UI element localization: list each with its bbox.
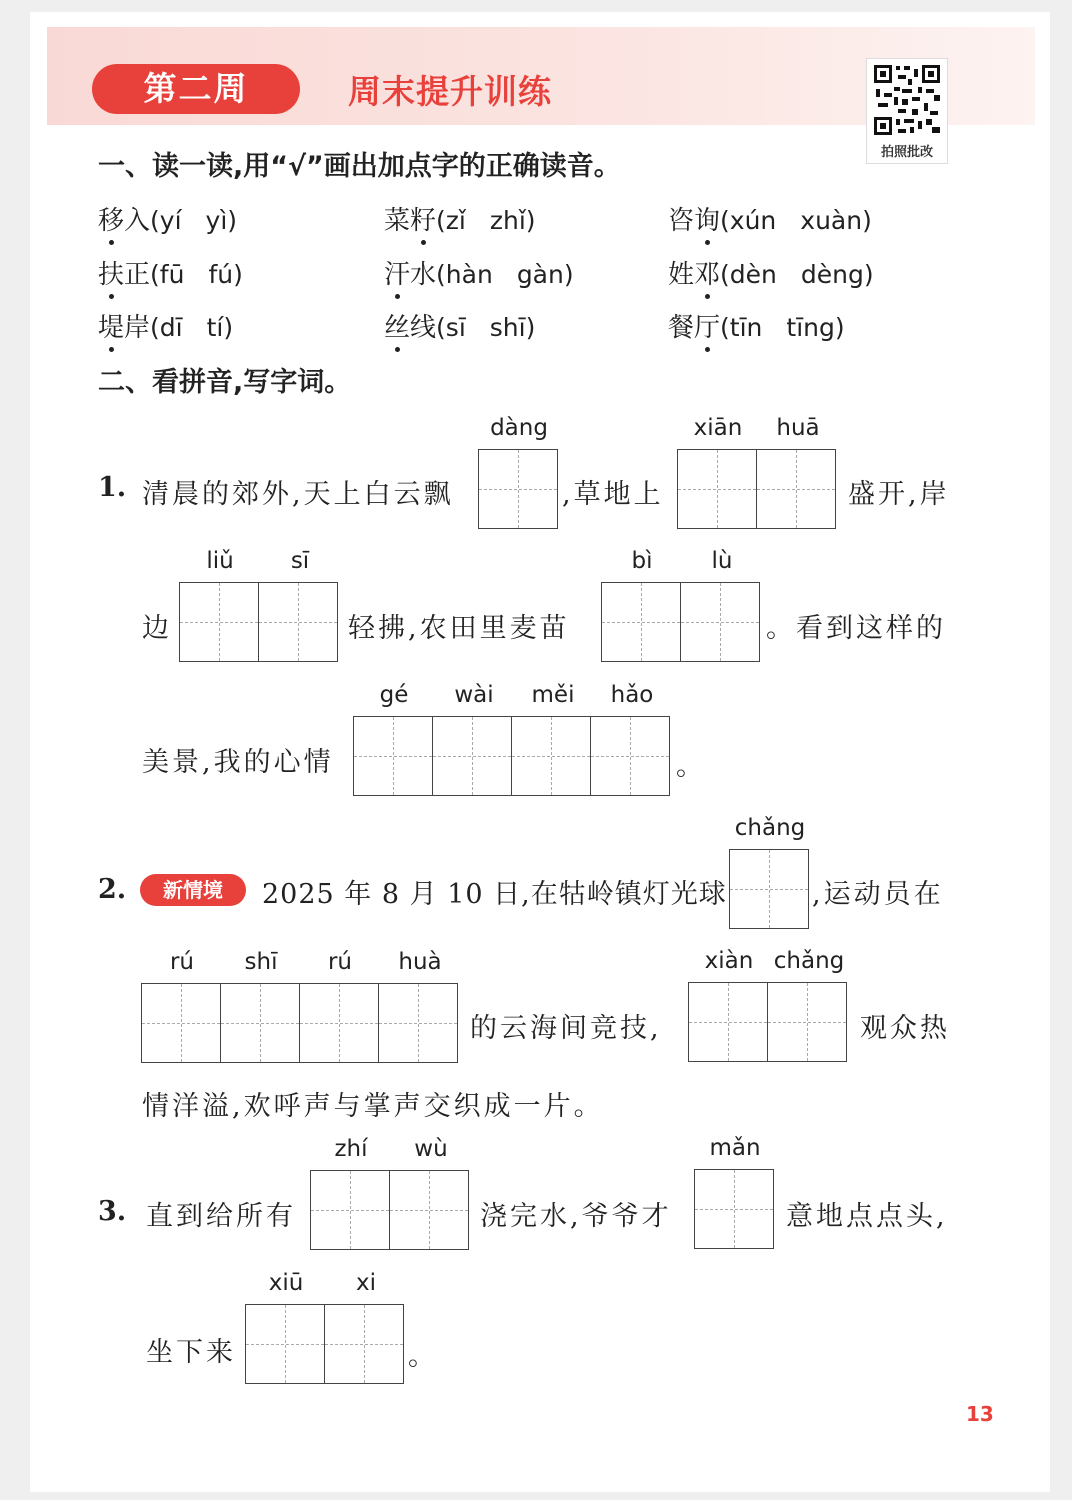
pinyin-label: xiū: [268, 1270, 304, 1296]
q2-text-3: 的云海间竞技,: [470, 1013, 662, 1044]
q3-text-3: 意地点点头,: [786, 1201, 948, 1232]
q3-text-1: 直到给所有: [146, 1201, 296, 1232]
qr-code[interactable]: [866, 58, 948, 164]
word-char: 汗: [384, 260, 411, 290]
writing-grid-xiuxi[interactable]: [245, 1304, 404, 1384]
word-char: 菜: [384, 206, 411, 236]
pinyin-label: lù: [711, 548, 733, 574]
pronunciation-item[interactable]: [668, 200, 872, 237]
q1-text-5: 轻拂,农田里麦苗: [348, 613, 570, 644]
writing-cell[interactable]: [689, 983, 767, 1061]
paren-open: (: [720, 260, 730, 289]
pronunciation-item[interactable]: [98, 254, 243, 291]
pronunciation-item[interactable]: [384, 307, 535, 344]
writing-cell[interactable]: [258, 583, 337, 661]
pinyin-label: liǔ: [206, 548, 234, 574]
q1-text-2: ,草地上: [562, 479, 664, 510]
q3-text-4: 坐下来: [146, 1337, 236, 1368]
pinyin-label: hǎo: [610, 682, 654, 708]
pinyin-label: chǎng: [773, 948, 845, 974]
writing-cell[interactable]: [220, 984, 299, 1062]
pinyin-label: bì: [631, 548, 653, 574]
word-char: 水: [410, 260, 437, 290]
word-char: 丝: [384, 313, 411, 343]
q1-text-7: 美景,我的心情: [142, 747, 334, 778]
writing-grid-gewaimeihao[interactable]: [353, 716, 670, 796]
q3-text-2: 浇完水,爷爷才: [480, 1201, 672, 1232]
q2-text-5: 情洋溢,欢呼声与掌声交织成一片。: [142, 1091, 604, 1122]
qr-code-icon: [872, 63, 942, 137]
word-char: 扶: [98, 260, 125, 290]
pinyin-label: rú: [169, 949, 195, 975]
pinyin-label: xiān: [693, 415, 743, 441]
writing-cell[interactable]: [767, 983, 846, 1061]
writing-cell[interactable]: [602, 583, 680, 661]
section2-heading: 二、看拼音,写字词。: [98, 367, 352, 398]
question-3-number: 3.: [98, 1196, 127, 1227]
writing-cell[interactable]: [678, 450, 756, 528]
pinyin-option[interactable]: tīng: [786, 313, 835, 342]
writing-grid-man[interactable]: [694, 1169, 774, 1249]
q1-text-1: 清晨的郊外,天上白云飘: [142, 479, 454, 510]
writing-grid-bilu[interactable]: [601, 582, 760, 662]
pinyin-option[interactable]: hàn: [445, 260, 493, 289]
pinyin-option[interactable]: xún: [729, 206, 777, 235]
word-char: 厅: [694, 313, 721, 343]
pinyin-option[interactable]: fú: [208, 260, 234, 289]
writing-cell[interactable]: [695, 1170, 773, 1248]
pinyin-label: chǎng: [734, 815, 806, 841]
qr-label: 拍照批改: [880, 145, 933, 160]
writing-cell[interactable]: [299, 984, 378, 1062]
paren-open: (: [436, 260, 446, 289]
page-title: 周末提升训练: [348, 72, 552, 111]
word-char: 询: [694, 206, 721, 236]
writing-cell[interactable]: [730, 850, 808, 928]
new-context-badge: 新情境: [140, 874, 246, 906]
week-label: 第二周: [92, 64, 300, 114]
pronunciation-item[interactable]: [98, 200, 237, 237]
q3-text-5: 。: [408, 1341, 438, 1372]
writing-grid-xianhua[interactable]: [677, 449, 836, 529]
writing-cell[interactable]: [311, 1171, 389, 1249]
pronunciation-item[interactable]: [98, 307, 233, 344]
pinyin-label: huà: [398, 949, 442, 975]
writing-cell[interactable]: [378, 984, 457, 1062]
pinyin-label: wù: [414, 1136, 448, 1162]
writing-grid-zhiwu[interactable]: [310, 1170, 469, 1250]
pinyin-option[interactable]: yí: [159, 206, 182, 235]
writing-cell[interactable]: [246, 1305, 324, 1383]
pinyin-option[interactable]: dī: [159, 313, 183, 342]
pinyin-option[interactable]: zǐ: [445, 206, 466, 235]
q2-text-4: 观众热: [860, 1013, 950, 1044]
word-char: 岸: [124, 313, 151, 343]
pinyin-label: dàng: [490, 415, 548, 441]
pinyin-option[interactable]: xuàn: [800, 206, 863, 235]
word-char: 咨: [668, 206, 695, 236]
pinyin-label: sī: [290, 548, 310, 574]
word-char: 移: [98, 206, 125, 236]
pronunciation-item[interactable]: [384, 200, 536, 237]
question-1-number: 1.: [98, 472, 127, 503]
writing-cell[interactable]: [479, 450, 557, 528]
pinyin-label: rú: [327, 949, 353, 975]
pinyin-option[interactable]: gàn: [516, 260, 564, 289]
paren-close: ): [525, 206, 536, 235]
writing-cell[interactable]: [590, 717, 669, 795]
writing-grid-chang[interactable]: [729, 849, 809, 929]
paren-close: ): [525, 313, 536, 342]
pinyin-label: huā: [776, 415, 820, 441]
writing-cell[interactable]: [680, 583, 759, 661]
paren-close: ): [227, 206, 238, 235]
writing-cell[interactable]: [324, 1305, 403, 1383]
paren-close: ): [233, 260, 243, 289]
pinyin-label: gé: [379, 682, 409, 708]
pinyin-option[interactable]: fū: [159, 260, 185, 289]
writing-cell[interactable]: [432, 717, 511, 795]
paren-close: ): [834, 313, 845, 342]
paren-close: ): [863, 260, 874, 289]
q1-text-8: 。: [676, 751, 706, 782]
pinyin-label: zhí: [334, 1136, 368, 1162]
paren-open: (: [150, 313, 160, 342]
paren-open: (: [150, 260, 160, 289]
pinyin-label: shī: [244, 949, 278, 975]
paren-open: (: [720, 206, 730, 235]
word-char: 入: [124, 206, 151, 236]
pinyin-label: mǎn: [709, 1135, 761, 1161]
pinyin-option[interactable]: sī: [445, 313, 466, 342]
writing-cell[interactable]: [389, 1171, 468, 1249]
pinyin-option[interactable]: tí: [206, 313, 224, 342]
word-char: 线: [410, 313, 437, 343]
paren-close: ): [862, 206, 872, 235]
pinyin-option[interactable]: dèng: [800, 260, 864, 289]
question-2-number: 2.: [98, 874, 127, 905]
writing-grid-liusi[interactable]: [179, 582, 338, 662]
pinyin-label: měi: [531, 682, 575, 708]
pinyin-label: wài: [454, 682, 494, 708]
word-char: 餐: [668, 313, 695, 343]
writing-cell[interactable]: [511, 717, 590, 795]
pronunciation-item[interactable]: [668, 254, 874, 291]
q1-text-3: 盛开,岸: [848, 479, 950, 510]
q2-text-1: 2025 年 8 月 10 日,在牯岭镇灯光球: [262, 879, 727, 910]
q2-text-2: ,运动员在: [812, 879, 944, 910]
pronunciation-item[interactable]: [668, 307, 845, 344]
pinyin-label: xi: [355, 1270, 376, 1296]
pinyin-label: xiàn: [704, 948, 754, 974]
writing-cell[interactable]: [180, 583, 258, 661]
paren-open: (: [436, 313, 446, 342]
section1-heading: 一、读一读,用“√”画出加点字的正确读音。: [98, 151, 621, 182]
paren-close: ): [223, 313, 234, 342]
pinyin-option[interactable]: tīn: [729, 313, 763, 342]
word-char: 正: [124, 260, 151, 290]
paren-open: (: [720, 313, 730, 342]
writing-cell[interactable]: [756, 450, 835, 528]
writing-grid-rushiruhua[interactable]: [141, 983, 458, 1063]
word-char: 邓: [694, 260, 721, 290]
q1-text-4: 边: [142, 613, 172, 644]
writing-grid-dang[interactable]: [478, 449, 558, 529]
pinyin-option[interactable]: shī: [489, 313, 526, 342]
writing-cell[interactable]: [354, 717, 432, 795]
word-char: 姓: [668, 260, 695, 290]
writing-cell[interactable]: [142, 984, 220, 1062]
paren-close: ): [563, 260, 574, 289]
paren-open: (: [150, 206, 160, 235]
pinyin-option[interactable]: zhǐ: [489, 206, 526, 235]
paren-open: (: [436, 206, 446, 235]
word-char: 籽: [410, 206, 437, 236]
pinyin-option[interactable]: yì: [205, 206, 228, 235]
writing-grid-xianchang[interactable]: [688, 982, 847, 1062]
pinyin-option[interactable]: dèn: [729, 260, 777, 289]
q1-text-6: 。看到这样的: [766, 613, 946, 644]
page-number: 13: [966, 1402, 994, 1426]
pronunciation-item[interactable]: [384, 254, 574, 291]
word-char: 堤: [98, 313, 125, 343]
